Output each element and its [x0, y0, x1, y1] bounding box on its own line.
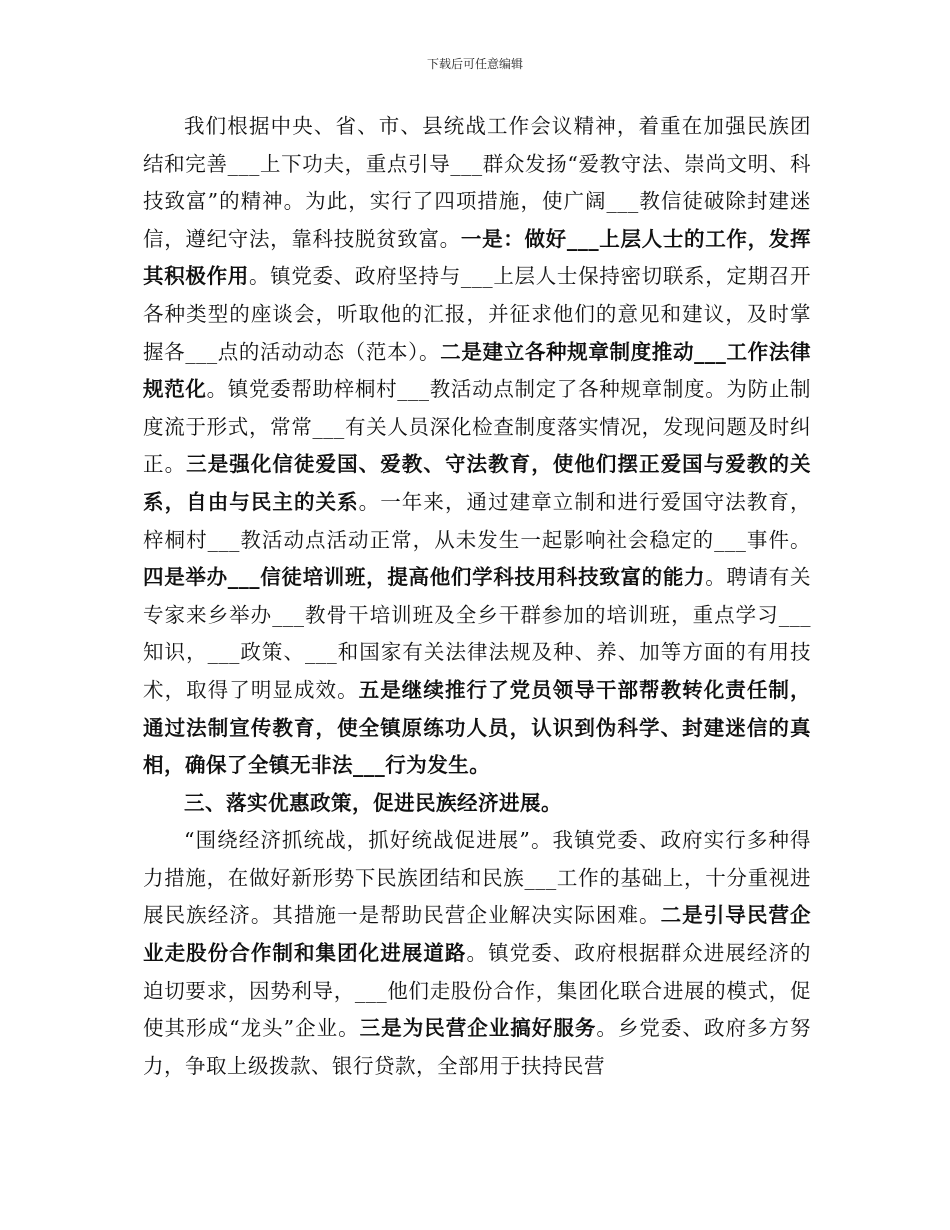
text-segment: 。乡党委、政府多方努力，争取上级拨款、银行贷款，全部用于扶持民营	[143, 1016, 812, 1078]
bold-segment: 一是：做好___上层人士的工作，发挥其积极作用	[143, 226, 811, 289]
text-segment: 。一年来，通过建章立制和进行爱国守法教育，梓桐村___教活动点活动正常，从未发生一起影响社会稳定的___事件。	[143, 489, 812, 552]
text-segment: 。聘请有关专家来乡举办___教骨干培训班及全乡干群参加的培训班，重点学习___知识，___政策、___和国家有关法律法规及种、养、加等方面的有用技术，取得了明显成效。	[143, 565, 812, 702]
bold-segment: 二是引导民营企业走股份合作制和集团化进展道路	[143, 903, 812, 966]
text-segment: 。镇党委帮助梓桐村___教活动点制定了各种规章制度。为防止制度流于形式，常常___有关人员深化检查制度落实情况，发现问题及时纠正。	[143, 377, 812, 477]
page-header: 下载后可任意编辑	[426, 57, 523, 71]
bold-segment: 五是继续推行了党员领导干部帮教转化责任制，通过法制宣传教育，使全镇原练功人员，认识到伪科学、封建迷信的真相，确保了全镇无非法___行为发生。	[143, 677, 812, 778]
text-segment: 。镇党委、政府坚持与___上层人士保持密切联系，定期召开各种类型的座谈会，听取他的汇报，并征求他们的意见和建议，及时掌握各___点的活动动态（范本）。	[143, 264, 812, 364]
bold-segment: 四是举办___信徒培训班，提高他们学科技用科技致富的能力	[143, 565, 706, 590]
bold-segment: 二是建立各种规章制度推动___工作法律规范化	[143, 339, 812, 402]
bold-segment: 三是强化信徒爱国、爱教、守法教育，使他们摆正爱国与爱教的关系，自由与民主的关系	[143, 452, 812, 514]
text-segment: 。镇党委、政府根据群众进展经济的迫切要求，因势利导，___他们走股份合作，集团化联合进展的模式，促使其形成“龙头”企业。	[143, 941, 811, 1041]
bold-segment: 三是为民营企业搞好服务	[359, 1016, 597, 1041]
section-heading: 三、落实优惠政策，促进民族经济进展。	[184, 790, 562, 815]
paragraph-economy	[143, 822, 811, 1085]
text-segment: “围绕经济抓统战，抓好统战促进展”。我镇党委、政府实行多种得力措施，在做好新形势下民族团结和民族___工作的基础上，十分重视进展民族经济。其措施一是帮助民营企业解决实际困难。	[143, 828, 811, 928]
paragraph-measures	[143, 108, 811, 785]
document-body	[143, 108, 811, 1085]
text-segment: 我们根据中央、省、市、县统战工作会议精神，着重在加强民族团结和完善___上下功夫，重点引导___群众发扬“爱教守法、崇尚文明、科技致富”的精神。为此，实行了四项措施，使广阔___教信徒破除封建迷信，遵纪守法，靠科技脱贫致富。	[143, 114, 811, 251]
